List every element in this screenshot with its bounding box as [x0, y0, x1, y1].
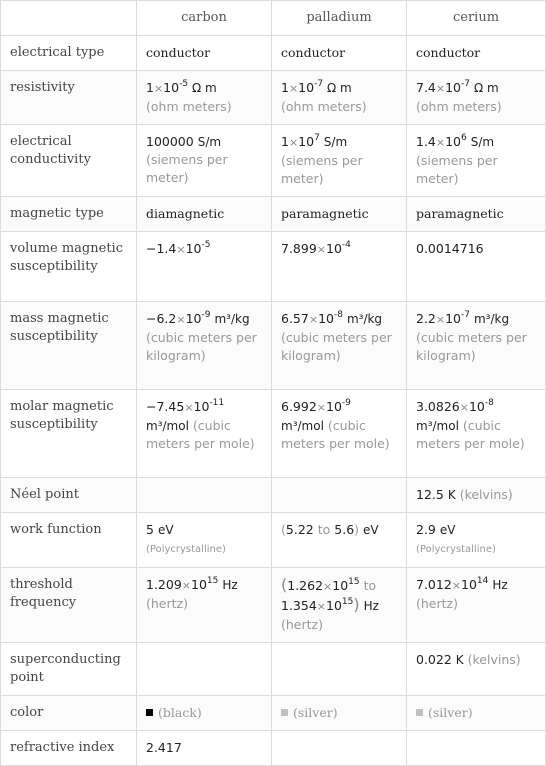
value-text: (silver)	[293, 705, 338, 720]
value-text: 10	[193, 399, 210, 414]
value-text: ×	[288, 82, 299, 95]
value-text: 10	[445, 134, 462, 149]
value-text: 1.262	[287, 578, 324, 593]
value-text: (kelvins)	[459, 487, 513, 502]
value-text: 10	[163, 80, 180, 95]
value-text: −7.45	[146, 399, 185, 414]
value-text: (cubic meters per kilogram)	[281, 330, 392, 363]
value-text: m³/kg	[346, 312, 383, 326]
value-text: -11	[209, 398, 225, 408]
value-text: 1	[146, 80, 154, 95]
value-text: -9	[201, 310, 211, 320]
value-text: m³/kg	[473, 312, 510, 326]
row-mass-magnetic-susceptibility	[1, 302, 546, 390]
cell-carbon	[137, 478, 272, 513]
value-text: S/m	[197, 135, 222, 149]
row-label: electrical conductivity	[1, 125, 137, 197]
value-text: ×	[435, 82, 446, 95]
value-text: paramagnetic	[416, 206, 504, 221]
value-text: 5.22	[285, 522, 314, 537]
value-text: ×	[176, 243, 186, 256]
value-text: (silver)	[428, 705, 473, 720]
value-text: diamagnetic	[146, 206, 225, 221]
cell-cerium	[407, 696, 546, 731]
cell-palladium	[272, 513, 407, 568]
row-label: magnetic type	[1, 197, 137, 232]
cell-cerium	[407, 643, 546, 696]
value-text: 3.0826	[416, 399, 460, 414]
value-text: (Polycrystalline)	[416, 544, 496, 555]
cell-carbon	[137, 568, 272, 643]
value-text: ×	[176, 313, 186, 326]
value-text: 2.417	[146, 740, 182, 755]
row-work-function	[1, 513, 546, 568]
cell-carbon	[137, 643, 272, 696]
value-text: (	[281, 522, 286, 537]
row-electrical-type	[1, 36, 546, 71]
value-text: m³/kg	[214, 312, 250, 326]
value-text: ×	[435, 136, 446, 149]
value-text: Ω m	[192, 81, 217, 95]
value-text: 7	[314, 133, 320, 143]
cell-carbon	[137, 696, 272, 731]
value-text: paramagnetic	[281, 206, 369, 221]
value-text: 15	[206, 576, 219, 586]
value-text: 12.5	[416, 487, 444, 502]
value-text: 1	[281, 134, 289, 149]
value-text: K	[447, 488, 456, 502]
cell-carbon	[137, 125, 272, 197]
cell-carbon	[137, 71, 272, 125]
cell-cerium	[407, 197, 546, 232]
value-text: 15	[348, 577, 360, 587]
value-text: 2.9	[416, 522, 436, 537]
cell-carbon	[137, 513, 272, 568]
value-text: 10	[298, 80, 315, 95]
value-text: 1.4	[416, 134, 436, 149]
header-cerium: cerium	[407, 1, 546, 36]
value-text: Hz	[492, 578, 508, 592]
row-label: Néel point	[1, 478, 137, 513]
value-text: 10	[185, 311, 202, 326]
cell-palladium	[272, 197, 407, 232]
value-text: 10	[332, 578, 349, 593]
cell-carbon	[137, 302, 272, 390]
cell-cerium	[407, 568, 546, 643]
cell-palladium	[272, 302, 407, 390]
value-text: ×	[316, 600, 327, 613]
value-text: 10	[326, 241, 342, 256]
cell-carbon	[137, 390, 272, 478]
value-text: ×	[184, 401, 194, 414]
cell-palladium	[272, 731, 407, 766]
row-label: resistivity	[1, 71, 137, 125]
row-volume-magnetic-susceptibility	[1, 232, 546, 302]
value-text: (ohm meters)	[146, 99, 232, 114]
row-label: work function	[1, 513, 137, 568]
value-text: 100000	[146, 134, 194, 149]
value-text: ×	[323, 580, 333, 593]
cell-cerium	[407, 232, 546, 302]
value-text: (siemens per meter)	[416, 153, 498, 186]
value-text: 10	[185, 241, 202, 256]
row-label: refractive index	[1, 731, 137, 766]
value-text: (cubic meters per kilogram)	[416, 330, 527, 363]
row-color	[1, 696, 546, 731]
value-text: 6.57	[281, 311, 309, 326]
value-text: (siemens per meter)	[281, 153, 363, 186]
cell-palladium	[272, 390, 407, 478]
value-text: ×	[316, 401, 327, 414]
value-text: (cubic meters per mole)	[146, 418, 255, 451]
value-text: 0.022	[416, 652, 452, 667]
value-text: -4	[341, 240, 351, 250]
value-text: 7.4	[416, 80, 436, 95]
value-text: ×	[316, 243, 327, 256]
value-text: (hertz)	[146, 596, 188, 611]
value-text: ×	[459, 401, 469, 414]
row-label: color	[1, 696, 137, 731]
value-text: )	[354, 522, 360, 537]
value-text: 10	[461, 577, 477, 592]
cell-palladium	[272, 643, 407, 696]
value-text: (cubic meters per kilogram)	[146, 330, 257, 363]
row-molar-magnetic-susceptibility	[1, 390, 546, 478]
value-text: 10	[318, 311, 334, 326]
cell-cerium	[407, 302, 546, 390]
value-text: -5	[179, 79, 189, 89]
header-empty	[1, 1, 137, 36]
row-resistivity	[1, 71, 546, 125]
value-text: 0.0014716	[416, 241, 484, 256]
value-text: 2.2	[416, 311, 436, 326]
value-text: K	[455, 653, 464, 667]
row-electrical-conductivity	[1, 125, 546, 197]
value-text: Hz	[222, 578, 238, 592]
value-text: 6.992	[281, 399, 317, 414]
row-label: molar magnetic susceptibility	[1, 390, 137, 478]
cell-palladium	[272, 71, 407, 125]
value-text: 10	[326, 399, 342, 414]
cell-palladium	[272, 696, 407, 731]
value-text: S/m	[470, 135, 495, 149]
color-swatch	[416, 709, 423, 716]
row-label: mass magnetic susceptibility	[1, 302, 137, 390]
value-text: eV	[439, 523, 456, 537]
value-text: m³/mol	[146, 419, 189, 433]
value-text: 7.012	[416, 577, 452, 592]
cell-cerium	[407, 731, 546, 766]
value-text: ×	[435, 313, 446, 326]
value-text: 10	[298, 134, 315, 149]
cell-carbon	[137, 197, 272, 232]
row-neel-point	[1, 478, 546, 513]
value-text: Ω m	[327, 81, 352, 95]
cell-palladium	[272, 478, 407, 513]
value-text: (ohm meters)	[281, 99, 367, 114]
value-text: 7.899	[281, 241, 317, 256]
value-text: (ohm meters)	[416, 99, 502, 114]
cell-carbon	[137, 232, 272, 302]
value-text: 6	[461, 133, 467, 143]
value-text: 14	[476, 576, 489, 586]
value-text: (black)	[158, 705, 202, 720]
cell-cerium	[407, 478, 546, 513]
row-label: superconducting point	[1, 643, 137, 696]
value-text: -5	[201, 240, 211, 250]
value-text: -8	[333, 310, 343, 320]
header-palladium: palladium	[272, 1, 407, 36]
row-magnetic-type	[1, 197, 546, 232]
value-text: (cubic meters per mole)	[416, 418, 525, 451]
value-text: ×	[153, 82, 164, 95]
value-text: conductor	[281, 45, 346, 60]
value-text: 10	[445, 80, 462, 95]
row-label: threshold frequency	[1, 568, 137, 643]
value-text: 5.6	[334, 522, 355, 537]
value-text: (	[281, 575, 288, 594]
cell-palladium	[272, 232, 407, 302]
value-text: (kelvins)	[467, 652, 521, 667]
value-text: 5	[146, 522, 154, 537]
value-text: eV	[157, 523, 174, 537]
value-text: −1.4	[146, 241, 177, 256]
value-text: m³/mol	[281, 419, 324, 433]
cell-cerium	[407, 71, 546, 125]
row-threshold-frequency	[1, 568, 546, 643]
value-text: ×	[451, 579, 462, 592]
cell-carbon	[137, 36, 272, 71]
cell-palladium	[272, 36, 407, 71]
cell-cerium	[407, 513, 546, 568]
value-text: 1.209	[146, 577, 182, 592]
value-text: (hertz)	[281, 617, 323, 632]
value-text: Ω m	[473, 81, 499, 95]
cell-carbon	[137, 731, 272, 766]
value-text: 10	[445, 311, 462, 326]
value-text: to	[363, 578, 377, 593]
value-text: ×	[288, 136, 299, 149]
value-text: (hertz)	[416, 596, 458, 611]
value-text: 10	[326, 598, 342, 613]
row-label: electrical type	[1, 36, 137, 71]
value-text: (cubic meters per mole)	[281, 418, 390, 451]
row-refractive-index	[1, 731, 546, 766]
value-text: ×	[308, 313, 319, 326]
value-text: (Polycrystalline)	[146, 544, 226, 555]
cell-palladium	[272, 125, 407, 197]
value-text: -7	[461, 310, 470, 320]
color-swatch	[281, 709, 288, 716]
value-text: m³/mol	[416, 419, 459, 433]
value-text: conductor	[416, 45, 481, 60]
value-text: ×	[181, 579, 192, 592]
row-superconducting-point	[1, 643, 546, 696]
value-text: (siemens per meter)	[146, 152, 228, 185]
value-text: -7	[314, 79, 324, 89]
value-text: Hz	[363, 599, 379, 613]
header-row	[1, 1, 546, 36]
value-text: S/m	[323, 135, 348, 149]
cell-cerium	[407, 36, 546, 71]
value-text: 1.354	[281, 598, 317, 613]
value-text: -7	[461, 79, 470, 89]
value-text: −6.2	[146, 311, 177, 326]
value-text: 15	[341, 597, 354, 607]
cell-cerium	[407, 125, 546, 197]
value-text: 1	[281, 80, 289, 95]
value-text: 10	[468, 399, 485, 414]
header-carbon: carbon	[137, 1, 272, 36]
value-text: -8	[484, 398, 494, 408]
value-text: 10	[191, 577, 207, 592]
value-text: to	[317, 522, 331, 537]
value-text: eV	[363, 523, 379, 537]
row-label: volume magnetic susceptibility	[1, 232, 137, 302]
cell-cerium	[407, 390, 546, 478]
color-swatch	[146, 709, 153, 716]
value-text: conductor	[146, 45, 211, 60]
cell-palladium	[272, 568, 407, 643]
value-text: -9	[341, 398, 351, 408]
value-text: )	[353, 595, 360, 614]
